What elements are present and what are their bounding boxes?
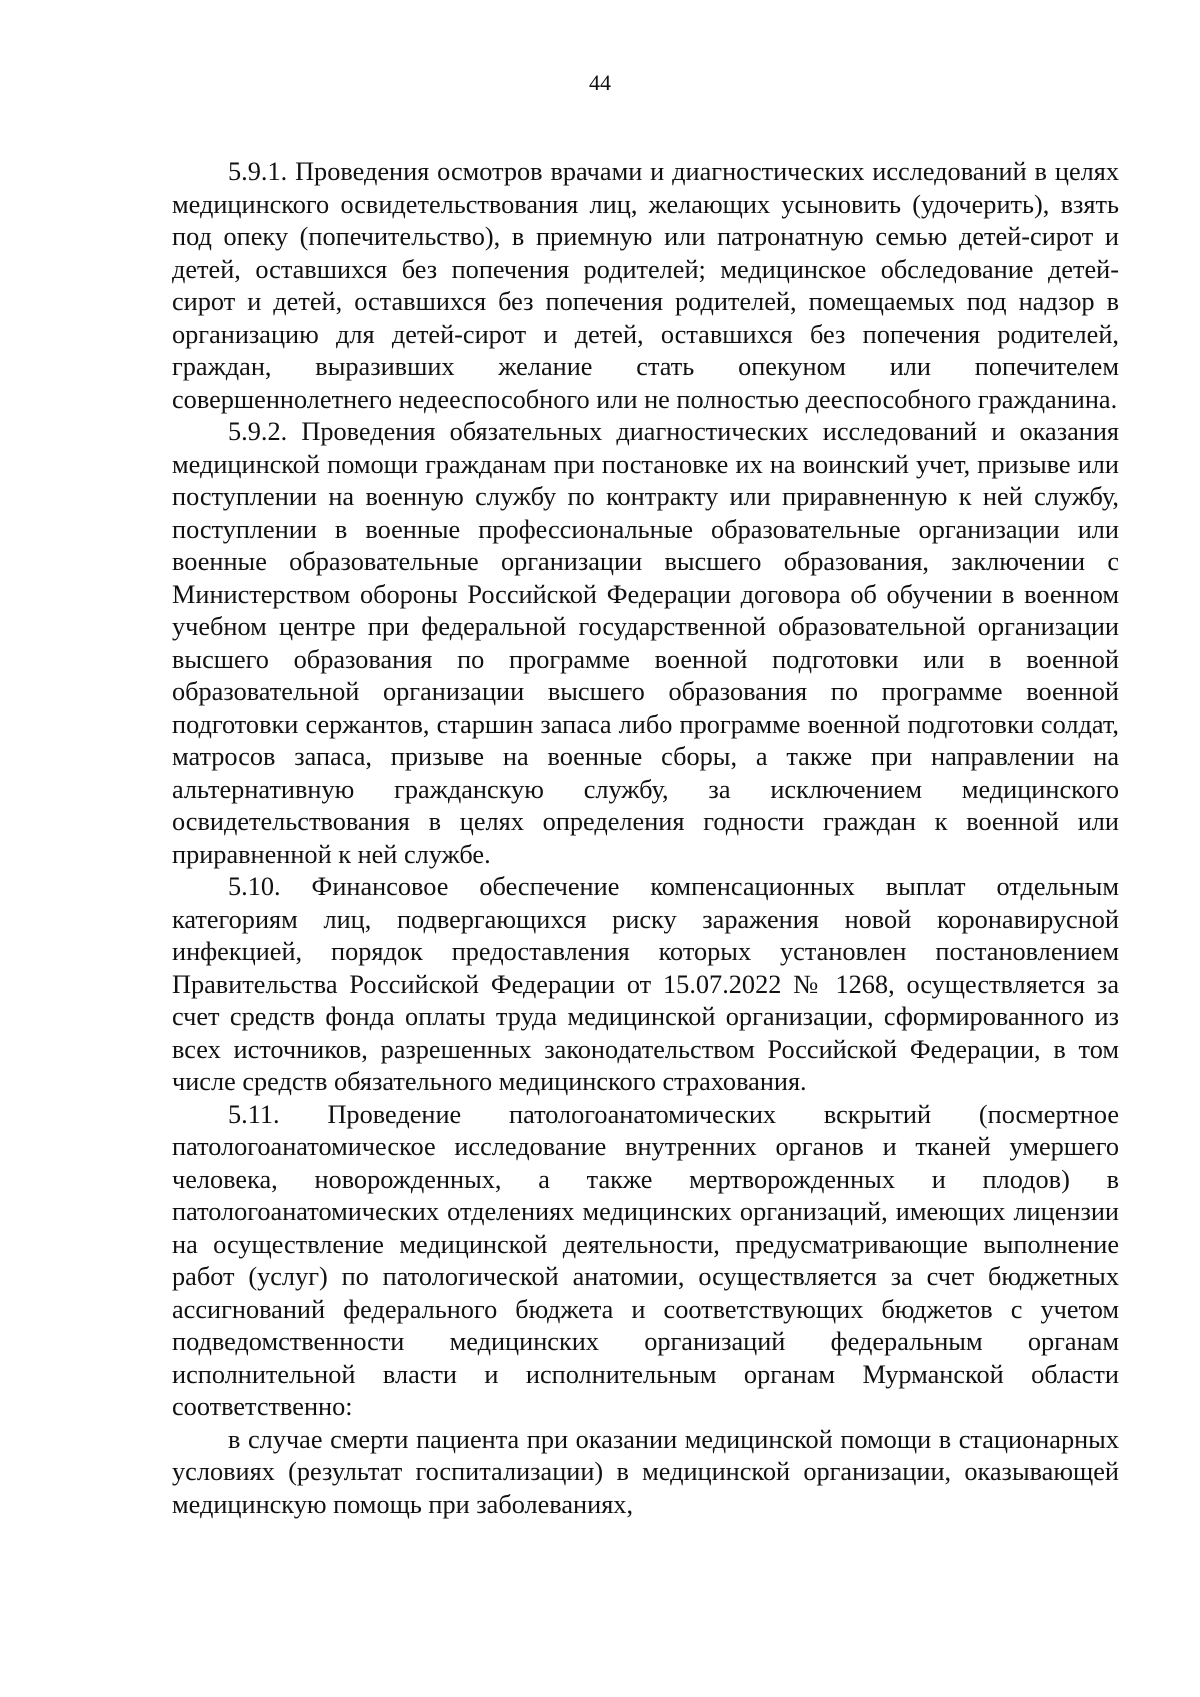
paragraph-5-10: 5.10. Финансовое обеспечение компенсационных выплат отдельным категориям лиц, подвергающихся риску заражения новой коронавирусной инфекцией, порядок предоставления которых установлен постановлением Правительства Российской Федерации от 15.07.2022 № 1268, осуществляется за счет средств фонда оплаты труда медицинской организации, сформированного из всех источников, разрешенных законодательством Российской Федерации, в том числе средств обязательного медицинского страхования. [172,872,1119,1096]
paragraph-5-9-2: 5.9.2. Проведения обязательных диагностических исследований и оказания медицинской помощи гражданам при постановке их на воинский учет, призыве или поступлении на военную службу по контракту или приравненную к ней службу, поступлении в военные профессиональные образовательные организации или военные образовательные организации высшего образования, заключении с Министерством обороны Российской Федерации договора об обучении в военном учебном центре при федеральной государственной образовательной организации высшего образования по программе военной подготовки или в военной образовательной организации высшего образования по программе военной подготовки сержантов, старшин запаса либо программе военной подготовки солдат, матросов запаса, призыве на военные сборы, а также при направлении на альтернативную гражданскую службу, за исключением медицинского освидетельствования в целях определения годности граждан к военной или приравненной к ней службе. [172,417,1119,869]
paragraph-5-9-1: 5.9.1. Проведения осмотров врачами и диагностических исследований в целях медицинского освидетельствования лиц, желающих усыновить (удочерить), взять под опеку (попечительство), в приемную или патронатную семью детей-сирот и детей, оставшихся без попечения родителей; медицинское обследование детей-сирот и детей, оставшихся без попечения родителей, помещаемых под надзор в организацию для детей-сирот и детей, оставшихся без попечения родителей, граждан, выразивших желание стать опекуном или попечителем совершеннолетнего недееспособного или не полностью дееспособного гражданина. [172,157,1119,414]
paragraph-death-case: в случае смерти пациента при оказании медицинской помощи в стационарных условиях (результат госпитализации) в медицинской организации, оказывающей медицинскую помощь при заболеваниях, [172,1424,1119,1519]
document-body [172,156,1119,1521]
paragraph-5-11: 5.11. Проведение патологоанатомических вскрытий (посмертное патологоанатомическое исследование внутренних органов и тканей умершего человека, новорожденных, а также мертворожденных и плодов) в патологоанатомических отделениях медицинских организаций, имеющих лицензии на осуществление медицинской деятельности, предусматривающие выполнение работ (услуг) по патологической анатомии, осуществляется за счет бюджетных ассигнований федерального бюджета и соответствующих бюджетов с учетом подведомственности медицинских организаций федеральным органам исполнительной власти и исполнительным органам Мурманской области соответственно: [172,1099,1119,1421]
page-number: 44 [589,70,611,95]
